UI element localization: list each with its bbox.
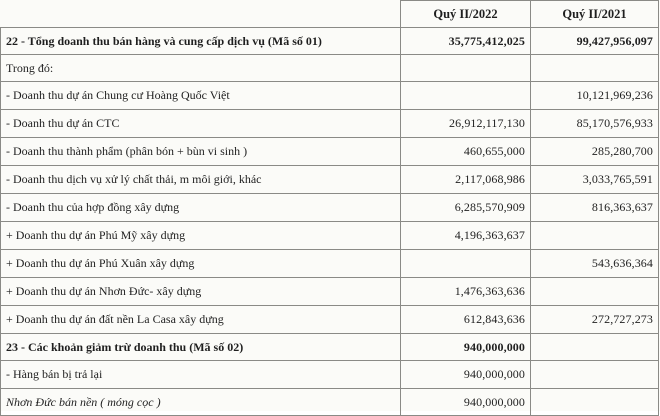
row-value-q2021: 99,427,956,097 [531, 28, 659, 55]
row-value-q2021 [531, 55, 659, 82]
row-label: + Doanh thu dự án Phú Mỹ xây dựng [1, 222, 401, 250]
row-value-q2021: 3,033,765,591 [531, 166, 659, 194]
table-row [1, 110, 659, 138]
table-row [1, 389, 659, 416]
table-row-of-which [1, 55, 659, 82]
row-label: - Hàng bán bị trả lại [1, 361, 401, 389]
row-label: Trong đó: [1, 55, 401, 82]
row-value-q2021: 10,121,969,236 [531, 82, 659, 110]
row-label: Nhơn Đức bán nền ( móng cọc ) [1, 389, 401, 416]
table-row [1, 306, 659, 334]
row-value-q2022: 26,912,117,130 [401, 110, 531, 138]
table-row [1, 250, 659, 278]
row-value-q2022: 940,000,000 [401, 334, 531, 361]
row-value-q2022: 940,000,000 [401, 389, 531, 416]
row-label: - Doanh thu của hợp đồng xây dựng [1, 194, 401, 222]
row-label: - Doanh thu dự án Chung cư Hoàng Quốc Việt [1, 82, 401, 110]
table-row [1, 278, 659, 306]
row-label: - Doanh thu dịch vụ xử lý chất thải, m môi giới, khác [1, 166, 401, 194]
row-value-q2022: 35,775,412,025 [401, 28, 531, 55]
row-value-q2021 [531, 222, 659, 250]
row-value-q2022: 4,196,363,637 [401, 222, 531, 250]
row-value-q2021: 816,363,637 [531, 194, 659, 222]
row-value-q2022 [401, 55, 531, 82]
row-value-q2021: 543,636,364 [531, 250, 659, 278]
row-label: + Doanh thu dự án Nhơn Đức- xây dựng [1, 278, 401, 306]
row-label: - Doanh thu dự án CTC [1, 110, 401, 138]
header-q2021: Quý II/2021 [531, 1, 659, 28]
table-row [1, 194, 659, 222]
row-value-q2022: 612,843,636 [401, 306, 531, 334]
row-label: + Doanh thu dự án Phú Xuân xây dựng [1, 250, 401, 278]
row-value-q2022 [401, 250, 531, 278]
header-label-cell [1, 1, 401, 28]
row-value-q2022: 940,000,000 [401, 361, 531, 389]
row-value-q2022: 6,285,570,909 [401, 194, 531, 222]
table-row-revenue-deductions [1, 334, 659, 361]
table-row [1, 222, 659, 250]
table-row [1, 361, 659, 389]
table-row [1, 82, 659, 110]
table-row [1, 138, 659, 166]
table-row-total-revenue [1, 28, 659, 55]
row-value-q2022: 2,117,068,986 [401, 166, 531, 194]
row-label: - Doanh thu thành phẩm (phân bón + bùn vi sinh ) [1, 138, 401, 166]
row-value-q2022: 460,655,000 [401, 138, 531, 166]
row-value-q2021: 285,280,700 [531, 138, 659, 166]
row-value-q2021: 272,727,273 [531, 306, 659, 334]
row-value-q2021: 85,170,576,933 [531, 110, 659, 138]
row-label: 23 - Các khoản giảm trừ doanh thu (Mã số 02) [1, 334, 401, 361]
row-label: + Doanh thu dự án đất nền La Casa xây dựng [1, 306, 401, 334]
row-value-q2022: 1,476,363,636 [401, 278, 531, 306]
row-label: 22 - Tổng doanh thu bán hàng và cung cấp dịch vụ (Mã số 01) [1, 28, 401, 55]
row-value-q2022 [401, 82, 531, 110]
row-value-q2021 [531, 278, 659, 306]
row-value-q2021 [531, 361, 659, 389]
table-row [1, 166, 659, 194]
row-value-q2021 [531, 334, 659, 361]
table-header-row [1, 1, 659, 28]
header-q2022: Quý II/2022 [401, 1, 531, 28]
row-value-q2021 [531, 389, 659, 416]
